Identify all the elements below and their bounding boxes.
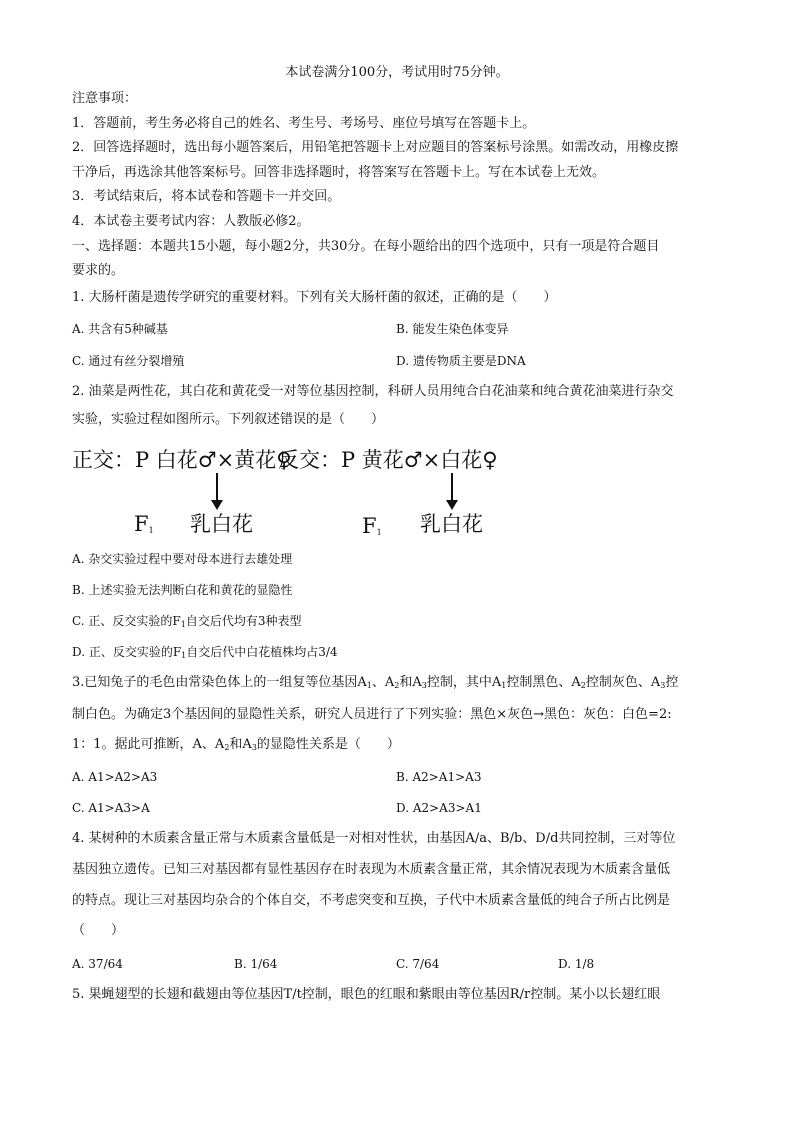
f1-label: $F_1$ xyxy=(362,514,382,538)
question-3-stem: 3.已知兔子的毛色由常染色体上的一组复等位基因$A_1$、$A_2$和$A_3$控制，其中$A_1$控制黑色、$A_2$控制灰色、$A_3$控 xyxy=(72,675,679,690)
q3-option-a: A. A1>A2>A3 xyxy=(72,770,158,784)
cross-diagram xyxy=(72,443,552,543)
question-3-stem-cont: 1：1。据此可推断，A、$A_2$和$A_3$的显隐性关系是（ ） xyxy=(72,737,400,752)
question-3-stem-cont: 制白色。为确定3个基因间的显隐性关系，研究人员进行了下列实验：黑色×灰色→黑色：灰色：白色=2: xyxy=(72,707,672,722)
question-5-stem: 5. 果蝇翅型的长翅和截翅由等位基因T/t控制，眼色的红眼和紫眼由等位基因R/r控制。某小以长翅红眼 xyxy=(72,987,661,1002)
q2-option-c: C. 正、反交实验的$F_1$自交后代均有3种表型 xyxy=(72,614,302,629)
q1-option-c: C. 通过有丝分裂增殖 xyxy=(72,354,185,368)
q2-option-b: B. 上述实验无法判断白花和黄花的显隐性 xyxy=(72,583,293,597)
notice-item: 4．本试卷主要考试内容：人教版必修2。 xyxy=(72,214,310,229)
q4-option-d: D. 1/8 xyxy=(558,957,595,971)
q1-option-d: D. 遗传物质主要是DNA xyxy=(396,354,526,368)
arrow-down-icon xyxy=(216,473,218,501)
notice-item: 3．考试结束后，将本试卷和答题卡一并交回。 xyxy=(72,189,341,204)
q1-option-a: A. 共含有5种碱基 xyxy=(72,322,168,336)
cross-forward: 正交：P 白花♂×黄花♀ xyxy=(72,448,292,472)
question-1-stem: 1. 大肠杆菌是遗传学研究的重要材料。下列有关大肠杆菌的叙述，正确的是（ ） xyxy=(72,290,557,305)
q4-option-c: C. 7/64 xyxy=(396,957,440,971)
exam-header-note: 本试卷满分100分，考试用时75分钟。 xyxy=(285,65,509,80)
question-4-stem: 4. 某树种的木质素含量正常与木质素含量低是一对相对性状，由基因A/a、B/b、D/d共同控制，三对等位 xyxy=(72,831,676,846)
section-heading: 一、选择题：本题共15小题，每小题2分，共30分。在每小题给出的四个选项中，只有一项是符合题目 xyxy=(72,239,660,254)
notice-item: 1．答题前，考生务必将自己的姓名、考生号、考场号、座位号填写在答题卡上。 xyxy=(72,116,536,131)
question-4-stem-cont: 的特点。现让三对基因均杂合的个体自交，不考虑突变和互换，子代中木质素含量低的纯合子所占比例是 xyxy=(72,893,671,908)
f1-result: 乳白花 xyxy=(190,512,253,536)
q1-option-b: B. 能发生染色体变异 xyxy=(396,322,509,336)
q3-option-b: B. A2>A1>A3 xyxy=(396,770,482,784)
q4-option-b: B. 1/64 xyxy=(234,957,278,971)
notice-item: 干净后，再选涂其他答案标号。回答非选择题时，将答案写在答题卡上。写在本试卷上无效。 xyxy=(72,165,606,180)
question-4-stem-cont: 基因独立遗传。已知三对基因都有显性基因存在时表现为木质素含量正常，其余情况表现为木质素含量低 xyxy=(72,862,671,877)
question-4-stem-cont: （ ） xyxy=(72,923,125,938)
f1-result: 乳白花 xyxy=(420,512,483,536)
q2-option-d: D. 正、反交实验的$F_1$自交后代中白花植株均占3/4 xyxy=(72,645,338,660)
arrow-down-icon xyxy=(451,473,453,501)
cross-reciprocal: 反交：P 黄花♂×白花♀ xyxy=(278,448,498,472)
notice-title: 注意事项： xyxy=(72,91,138,106)
question-2-stem: 2. 油菜是两性花，其白花和黄花受一对等位基因控制，科研人员用纯合白花油菜和纯合黄花油菜进行杂交 xyxy=(72,384,674,399)
f1-label: $F_1$ xyxy=(134,512,154,536)
q2-option-a: A. 杂交实验过程中要对母本进行去雄处理 xyxy=(72,552,293,566)
q3-option-c: C. A1>A3>A xyxy=(72,801,150,815)
question-2-stem-cont: 实验，实验过程如图所示。下列叙述错误的是（ ） xyxy=(72,412,385,427)
section-heading-cont: 要求的。 xyxy=(72,263,125,278)
notice-item: 2．回答选择题时，选出每小题答案后，用铅笔把答题卡上对应题目的答案标号涂黑。如需改动，用橡皮擦 xyxy=(72,140,679,155)
q4-option-a: A. 37/64 xyxy=(72,957,123,971)
q3-option-d: D. A2>A3>A1 xyxy=(396,801,482,815)
